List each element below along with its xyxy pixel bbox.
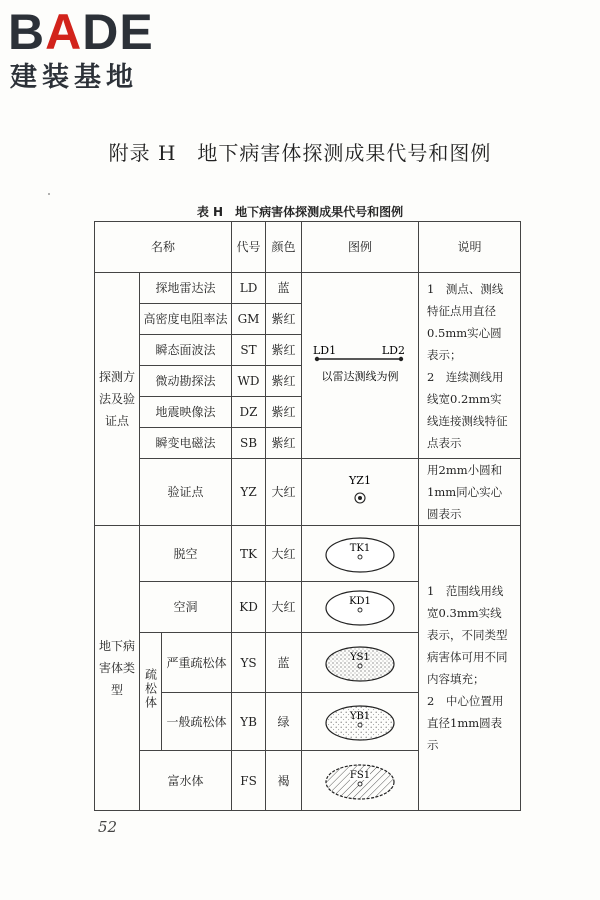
verify-legend-cell <box>302 459 419 526</box>
header-code: 代号 <box>232 222 266 273</box>
defect-code: YS <box>232 633 266 693</box>
method-color: 紫红 <box>266 366 302 397</box>
defect-legend-cell <box>302 693 419 751</box>
header-color: 颜色 <box>266 222 302 273</box>
verify-inner-dot <box>358 496 362 500</box>
defect-name: 空洞 <box>140 582 232 633</box>
table-row <box>95 273 521 304</box>
method-name: 高密度电阻率法 <box>140 304 232 335</box>
general-loose-ellipse-icon <box>320 701 400 743</box>
verify-name: 验证点 <box>140 459 232 526</box>
severe-loose-ellipse-icon <box>320 642 400 684</box>
defect-label: KD1 <box>349 596 371 607</box>
cavity-ellipse-icon <box>320 586 400 628</box>
defect-color: 大红 <box>266 526 302 582</box>
defects-note: 1 范围线用线宽0.3mm实线表示，不同类型病害体可用不同内容填充； 2 中心位置用直径1mm圆表示 <box>419 526 521 811</box>
loose-body-label: 疏松体 <box>140 633 162 751</box>
table-caption: 表 H 地下病害体探测成果代号和图例 <box>196 205 404 219</box>
page-title: 附录 H 地下病害体探测成果代号和图例 <box>108 141 492 165</box>
line-legend-caption: 以雷达测线为例 <box>321 369 399 383</box>
survey-line-legend <box>305 342 415 390</box>
group-label-methods: 探测方法及验证点 <box>95 273 140 526</box>
water-rich-ellipse-icon <box>320 760 400 802</box>
method-name: 瞬态面波法 <box>140 335 232 366</box>
defect-legend-cell <box>302 633 419 693</box>
method-name: 微动勘探法 <box>140 366 232 397</box>
verify-code: YZ <box>232 459 266 526</box>
logo-wordmark: BADE <box>8 4 154 60</box>
table-row-verify <box>95 459 521 526</box>
method-name: 探地雷达法 <box>140 273 232 304</box>
defect-name: 一般疏松体 <box>162 693 232 751</box>
defect-name: 脱空 <box>140 526 232 582</box>
method-color: 蓝 <box>266 273 302 304</box>
defect-color: 褐 <box>266 751 302 811</box>
method-color: 紫红 <box>266 304 302 335</box>
defect-legend-cell <box>302 526 419 582</box>
method-code: SB <box>232 428 266 459</box>
defect-name: 严重疏松体 <box>162 633 232 693</box>
method-name: 瞬变电磁法 <box>140 428 232 459</box>
header-legend: 图例 <box>302 222 419 273</box>
page-number: 52 <box>98 818 118 836</box>
method-code: GM <box>232 304 266 335</box>
defect-code: YB <box>232 693 266 751</box>
method-color: 紫红 <box>266 428 302 459</box>
method-code: LD <box>232 273 266 304</box>
method-code: WD <box>232 366 266 397</box>
defect-legend-cell <box>302 582 419 633</box>
verify-point-icon <box>330 470 390 514</box>
defect-label: TK1 <box>349 542 371 554</box>
method-code: DZ <box>232 397 266 428</box>
defect-code: TK <box>232 526 266 582</box>
defect-color: 绿 <box>266 693 302 751</box>
method-name: 地震映像法 <box>140 397 232 428</box>
defect-name: 富水体 <box>140 751 232 811</box>
decorative-dot <box>48 193 50 195</box>
method-color: 紫红 <box>266 335 302 366</box>
defect-color: 大红 <box>266 582 302 633</box>
defect-code: KD <box>232 582 266 633</box>
bade-logo <box>8 4 183 99</box>
defect-color: 蓝 <box>266 633 302 693</box>
verify-note: 用2mm小圆和1mm同心实心圆表示 <box>419 459 521 526</box>
defect-label: FS1 <box>349 769 371 781</box>
logo-chinese-name: 建装基地 <box>10 62 138 93</box>
line-point-end <box>399 356 403 360</box>
defect-code: FS <box>232 751 266 811</box>
defect-label: YB1 <box>349 710 371 722</box>
header-note: 说明 <box>419 222 521 273</box>
table-header-row <box>95 222 521 273</box>
verify-label: YZ1 <box>349 474 371 487</box>
defect-label: YS1 <box>350 651 370 663</box>
table-row <box>95 526 521 582</box>
group-label-defects: 地下病害体类型 <box>95 526 140 811</box>
method-code: ST <box>232 335 266 366</box>
line-label-left: LD1 <box>313 343 337 357</box>
header-name: 名称 <box>95 222 232 273</box>
verify-color: 大红 <box>266 459 302 526</box>
methods-note: 1 测点、测线特征点用直径0.5mm实心圆表示； 2 连续测线用线宽0.2mm实线连接测线特征点表示 <box>419 273 521 459</box>
legend-table <box>94 221 521 811</box>
void-ellipse-icon <box>320 533 400 575</box>
defect-legend-cell <box>302 751 419 811</box>
line-point-start <box>315 356 319 360</box>
method-color: 紫红 <box>266 397 302 428</box>
line-legend-cell <box>302 273 419 459</box>
line-label-right: LD2 <box>381 343 406 357</box>
